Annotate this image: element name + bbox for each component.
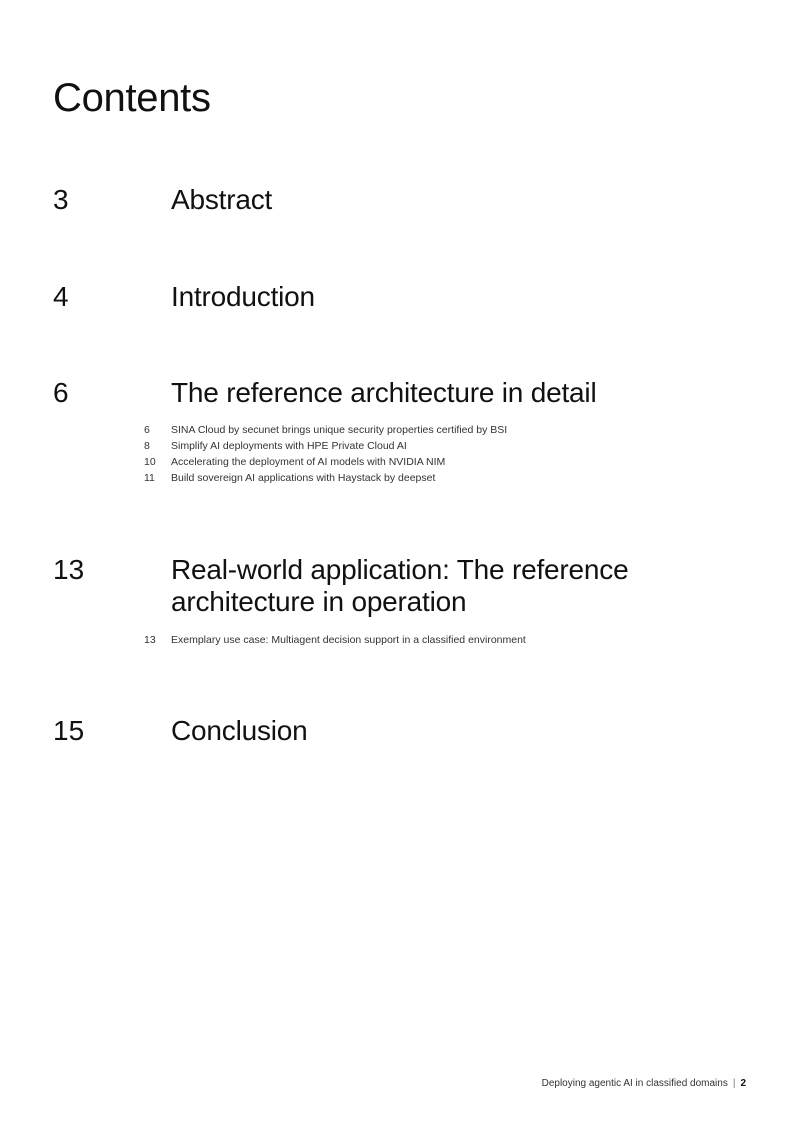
toc-section-page-number[interactable]: 4 — [53, 281, 69, 312]
toc-subsection-title: SINA Cloud by secunet brings unique security properties certified by BSI — [171, 424, 508, 436]
toc-section-title[interactable]: The reference architecture in detail — [171, 377, 597, 408]
toc-section-title[interactable]: Abstract — [171, 184, 273, 215]
footer-page-number: 2 — [740, 1078, 746, 1089]
toc-section-title[interactable]: Real-world application: The reference architecture in operation — [171, 554, 629, 617]
toc-subsection-list — [0, 422, 800, 486]
toc-subsection-item[interactable] — [0, 632, 800, 648]
toc-section-title[interactable]: Introduction — [171, 281, 315, 312]
toc-subsection-title: Build sovereign AI applications with Haystack by deepset — [171, 472, 436, 484]
toc-subsection-item[interactable] — [0, 454, 800, 470]
toc-subsection-item[interactable] — [0, 438, 800, 454]
toc-subsection-page-number: 6 — [144, 424, 150, 436]
toc-subsection-title: Simplify AI deployments with HPE Private Cloud AI — [171, 440, 407, 452]
toc-subsection-title: Exemplary use case: Multiagent decision support in a classified environment — [171, 634, 526, 646]
toc-section-page-number[interactable]: 13 — [53, 554, 85, 585]
page-footer — [542, 1077, 746, 1091]
toc-section-page-number[interactable]: 15 — [53, 715, 85, 746]
toc-subsection-item[interactable] — [0, 422, 800, 438]
toc-subsection-page-number: 13 — [144, 634, 156, 646]
toc-subsection-title: Accelerating the deployment of AI models with NVIDIA NIM — [171, 456, 446, 468]
toc-section-page-number[interactable]: 6 — [53, 377, 69, 408]
toc-subsection-page-number: 8 — [144, 440, 150, 452]
toc-subsection-item[interactable] — [0, 470, 800, 486]
toc-section-page-number[interactable]: 3 — [53, 184, 69, 215]
toc-subsection-page-number: 10 — [144, 456, 156, 468]
footer-separator: | — [732, 1078, 736, 1089]
footer-document-title: Deploying agentic AI in classified domains — [541, 1078, 728, 1089]
toc-section-title[interactable]: Conclusion — [171, 715, 308, 746]
toc-subsection-page-number: 11 — [144, 472, 155, 484]
page-title: Contents — [53, 76, 211, 120]
toc-subsection-list — [0, 632, 800, 648]
